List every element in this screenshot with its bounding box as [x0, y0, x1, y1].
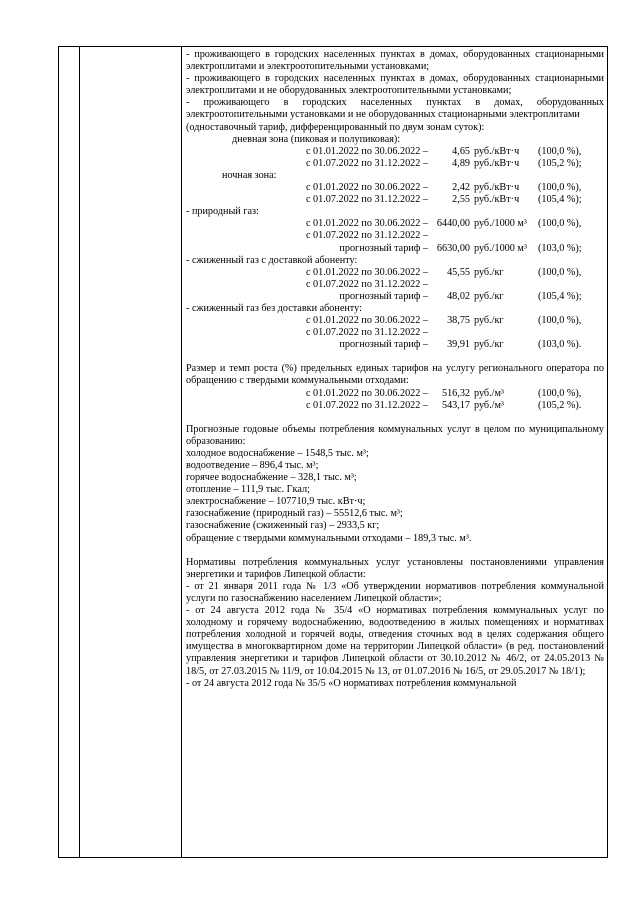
forecast-line: водоотведение – 896,4 тыс. м³;: [186, 460, 319, 471]
rate-value: 6440,00: [436, 218, 470, 230]
rate-value: 38,75: [447, 315, 470, 327]
rate-period: с 01.07.2022 по 31.12.2022 –: [305, 399, 428, 411]
spacer: [186, 218, 280, 230]
rate-percent: (100,0 %),: [538, 182, 582, 194]
rate-unit: руб./кВт·ч: [474, 157, 520, 169]
rate-row: [186, 146, 604, 158]
spacer: [186, 230, 280, 242]
column-divider-1: [79, 47, 80, 857]
rate-percent: (105,4 %);: [538, 194, 582, 206]
rate-unit: руб./1000 м³: [474, 242, 527, 254]
rate-percent: (103,0 %).: [538, 339, 582, 351]
rate-unit: руб./м³: [474, 399, 504, 411]
rate-value: 543,17: [441, 399, 470, 411]
forecast-line: холодное водоснабжение – 1548,5 тыс. м³;: [186, 447, 369, 459]
rate-unit: руб./кг: [474, 315, 504, 327]
rate-unit: руб./кг: [474, 339, 504, 351]
rate-period: с 01.01.2022 по 30.06.2022 –: [305, 182, 428, 194]
spacer: [186, 146, 280, 158]
rate-period: с 01.01.2022 по 30.06.2022 –: [305, 145, 428, 157]
intro-block: [186, 49, 604, 134]
forecast-intro: Прогнозные годовые объемы потребления коммунальных услуг в целом по муниципальному образованию:: [186, 423, 604, 447]
rate-row: [186, 400, 604, 412]
rate-period: с 01.07.2022 по 31.12.2022 –: [305, 327, 428, 339]
lpg-no-delivery-label: - сжиженный газ без доставки абоненту:: [186, 302, 362, 314]
norms-paragraph: - от 24 августа 2012 года № 35/5 «О нормативах потребления коммунальной: [186, 677, 517, 689]
rate-row: [186, 182, 604, 194]
rate-unit: руб./1000 м³: [474, 218, 527, 230]
spacer: [186, 388, 280, 400]
intro-line: - проживающего в городских населенных пунктах в домах, оборудованных электроотопительными установками и не оборудованных стационарными электроплитами: [186, 97, 604, 121]
day-zone-rates: [186, 146, 604, 170]
rate-period: с 01.01.2022 по 30.06.2022 –: [305, 266, 428, 278]
rate-row: [186, 158, 604, 170]
day-zone-label: дневная зона (пиковая и полупиковая):: [232, 133, 401, 145]
night-zone-rates: [186, 182, 604, 206]
norms-paragraph: Нормативы потребления коммунальных услуг установлены постановлениями управления энергетики и тарифов Липецкой области:: [186, 556, 604, 580]
lpg-delivery-rates: [186, 267, 604, 303]
waste-rates: [186, 388, 604, 412]
lpg-delivery-label: - сжиженный газ с доставкой абоненту:: [186, 254, 358, 266]
lpg-no-delivery-rates: [186, 315, 604, 351]
rate-percent: (100,0 %),: [538, 145, 582, 157]
spacer: [186, 400, 280, 412]
rate-period: прогнозный тариф –: [339, 339, 428, 351]
rate-period: с 01.07.2022 по 31.12.2022 –: [305, 278, 428, 290]
rate-value: 516,32: [441, 387, 470, 399]
table-frame: [58, 46, 608, 858]
rate-period: с 01.01.2022 по 30.06.2022 –: [305, 218, 428, 230]
rate-period: с 01.07.2022 по 31.12.2022 –: [305, 157, 428, 169]
rate-unit: руб./кВт·ч: [474, 194, 520, 206]
rate-row: [186, 388, 604, 400]
rate-row: [186, 339, 604, 351]
rate-value: 45,55: [447, 266, 470, 278]
rate-percent: (100,0 %),: [538, 315, 582, 327]
norms-paragraph: - от 21 января 2011 года № 1/3 «Об утверждении нормативов потребления коммунальной услуги по газоснабжению населением Липецкой области»;: [186, 580, 604, 604]
waste-paragraph: Размер и темп роста (%) предельных единых тарифов на услугу регионального оператора по обращению с твердыми коммунальными отходами:: [186, 363, 604, 387]
intro-line: (одноставочный тариф, дифференцированный по двум зонам суток):: [186, 121, 485, 133]
spacer: [186, 291, 280, 303]
forecast-list: [186, 448, 604, 545]
spacer: [186, 327, 280, 339]
rate-percent: (105,2 %).: [538, 399, 582, 411]
night-zone-label: ночная зона:: [222, 169, 277, 181]
rate-row: [186, 279, 604, 291]
rate-percent: (100,0 %),: [538, 387, 582, 399]
rate-period: с 01.07.2022 по 31.12.2022 –: [305, 194, 428, 206]
rate-unit: [474, 279, 536, 291]
rate-value: 39,91: [447, 339, 470, 351]
spacer: [186, 315, 280, 327]
rate-value: [432, 279, 474, 291]
rate-unit: руб./кВт·ч: [474, 145, 520, 157]
rate-unit: [474, 327, 536, 339]
spacer: [186, 158, 280, 170]
rate-row: [186, 267, 604, 279]
rate-value: 48,02: [447, 290, 470, 302]
norms-paragraph: - от 24 августа 2012 года № 35/4 «О нормативах потребления коммунальных услуг по холодному и горячему водоснабжению, водоотведению в жилых помещениях и нормативах потребления холодной и горячей воды, отведения сточных вод в целях содержания общего имущества в многоквартирном доме на территории Липецкой области» (в ред. постановлений управления энергетики и тарифов Липецкой области от 30.10.2012 № 46/2, от 24.05.2013 № 18/5, от 27.03.2015 № 11/9, от 10.04.2015 № 13, от 01.07.2016 № 16/5, от 29.05.2017 № 18/1);: [186, 605, 604, 677]
rate-period: прогнозный тариф –: [339, 242, 428, 254]
rate-value: 4,89: [452, 157, 470, 169]
rate-period: прогнозный тариф –: [339, 290, 428, 302]
spacer: [186, 279, 280, 291]
gas-label: - природный газ:: [186, 206, 259, 218]
spacer: [186, 194, 280, 206]
rate-period: с 01.01.2022 по 30.06.2022 –: [305, 387, 428, 399]
rate-unit: руб./кг: [474, 266, 504, 278]
rate-percent: (103,0 %);: [538, 242, 582, 254]
rate-row: [186, 291, 604, 303]
spacer: [186, 267, 280, 279]
rate-percent: [536, 327, 594, 339]
rate-value: 6630,00: [436, 242, 470, 254]
rate-row: [186, 327, 604, 339]
rate-row: [186, 315, 604, 327]
rate-row: [186, 194, 604, 206]
forecast-line: горячее водоснабжение – 328,1 тыс. м³;: [186, 472, 357, 484]
rate-row: [186, 230, 604, 242]
rate-period: с 01.07.2022 по 31.12.2022 –: [305, 230, 428, 242]
rate-row: [186, 218, 604, 230]
norms-block: [186, 557, 604, 690]
rate-row: [186, 243, 604, 255]
gas-rates: [186, 218, 604, 254]
rate-unit: руб./кг: [474, 290, 504, 302]
rate-percent: [536, 279, 594, 291]
forecast-line: электроснабжение – 107710,9 тыс. кВт·ч;: [186, 496, 366, 508]
forecast-line: газоснабжение (сжиженный газ) – 2933,5 кг;: [186, 520, 380, 532]
rate-percent: (105,4 %);: [538, 290, 582, 302]
rate-value: 2,55: [452, 194, 470, 206]
intro-line: - проживающего в городских населенных пунктах в домах, оборудованных стационарными электроплитами и электроотопительными установками;: [186, 49, 604, 73]
rate-percent: (105,2 %);: [538, 157, 582, 169]
rate-percent: (100,0 %),: [538, 218, 582, 230]
forecast-line: отопление – 111,9 тыс. Гкал;: [186, 484, 310, 496]
rate-unit: [474, 230, 536, 242]
forecast-line: обращение с твердыми коммунальными отходами – 189,3 тыс. м³.: [186, 532, 472, 544]
tariff-content: [186, 49, 604, 690]
spacer: [186, 339, 280, 351]
rate-value: 4,65: [452, 145, 470, 157]
spacer: [186, 182, 280, 194]
column-divider-2: [181, 47, 182, 857]
rate-period: с 01.01.2022 по 30.06.2022 –: [305, 315, 428, 327]
rate-unit: руб./м³: [474, 387, 504, 399]
rate-value: [432, 230, 474, 242]
rate-percent: [536, 230, 594, 242]
forecast-line: газоснабжение (природный газ) – 55512,6 тыс. м³;: [186, 508, 403, 520]
rate-value: [432, 327, 474, 339]
spacer: [186, 243, 280, 255]
intro-line: - проживающего в городских населенных пунктах в домах, оборудованных стационарными электроплитами и не оборудованных электроотопительными установками;: [186, 73, 604, 97]
rate-unit: руб./кВт·ч: [474, 182, 520, 194]
rate-value: 2,42: [452, 182, 470, 194]
rate-percent: (100,0 %),: [538, 266, 582, 278]
